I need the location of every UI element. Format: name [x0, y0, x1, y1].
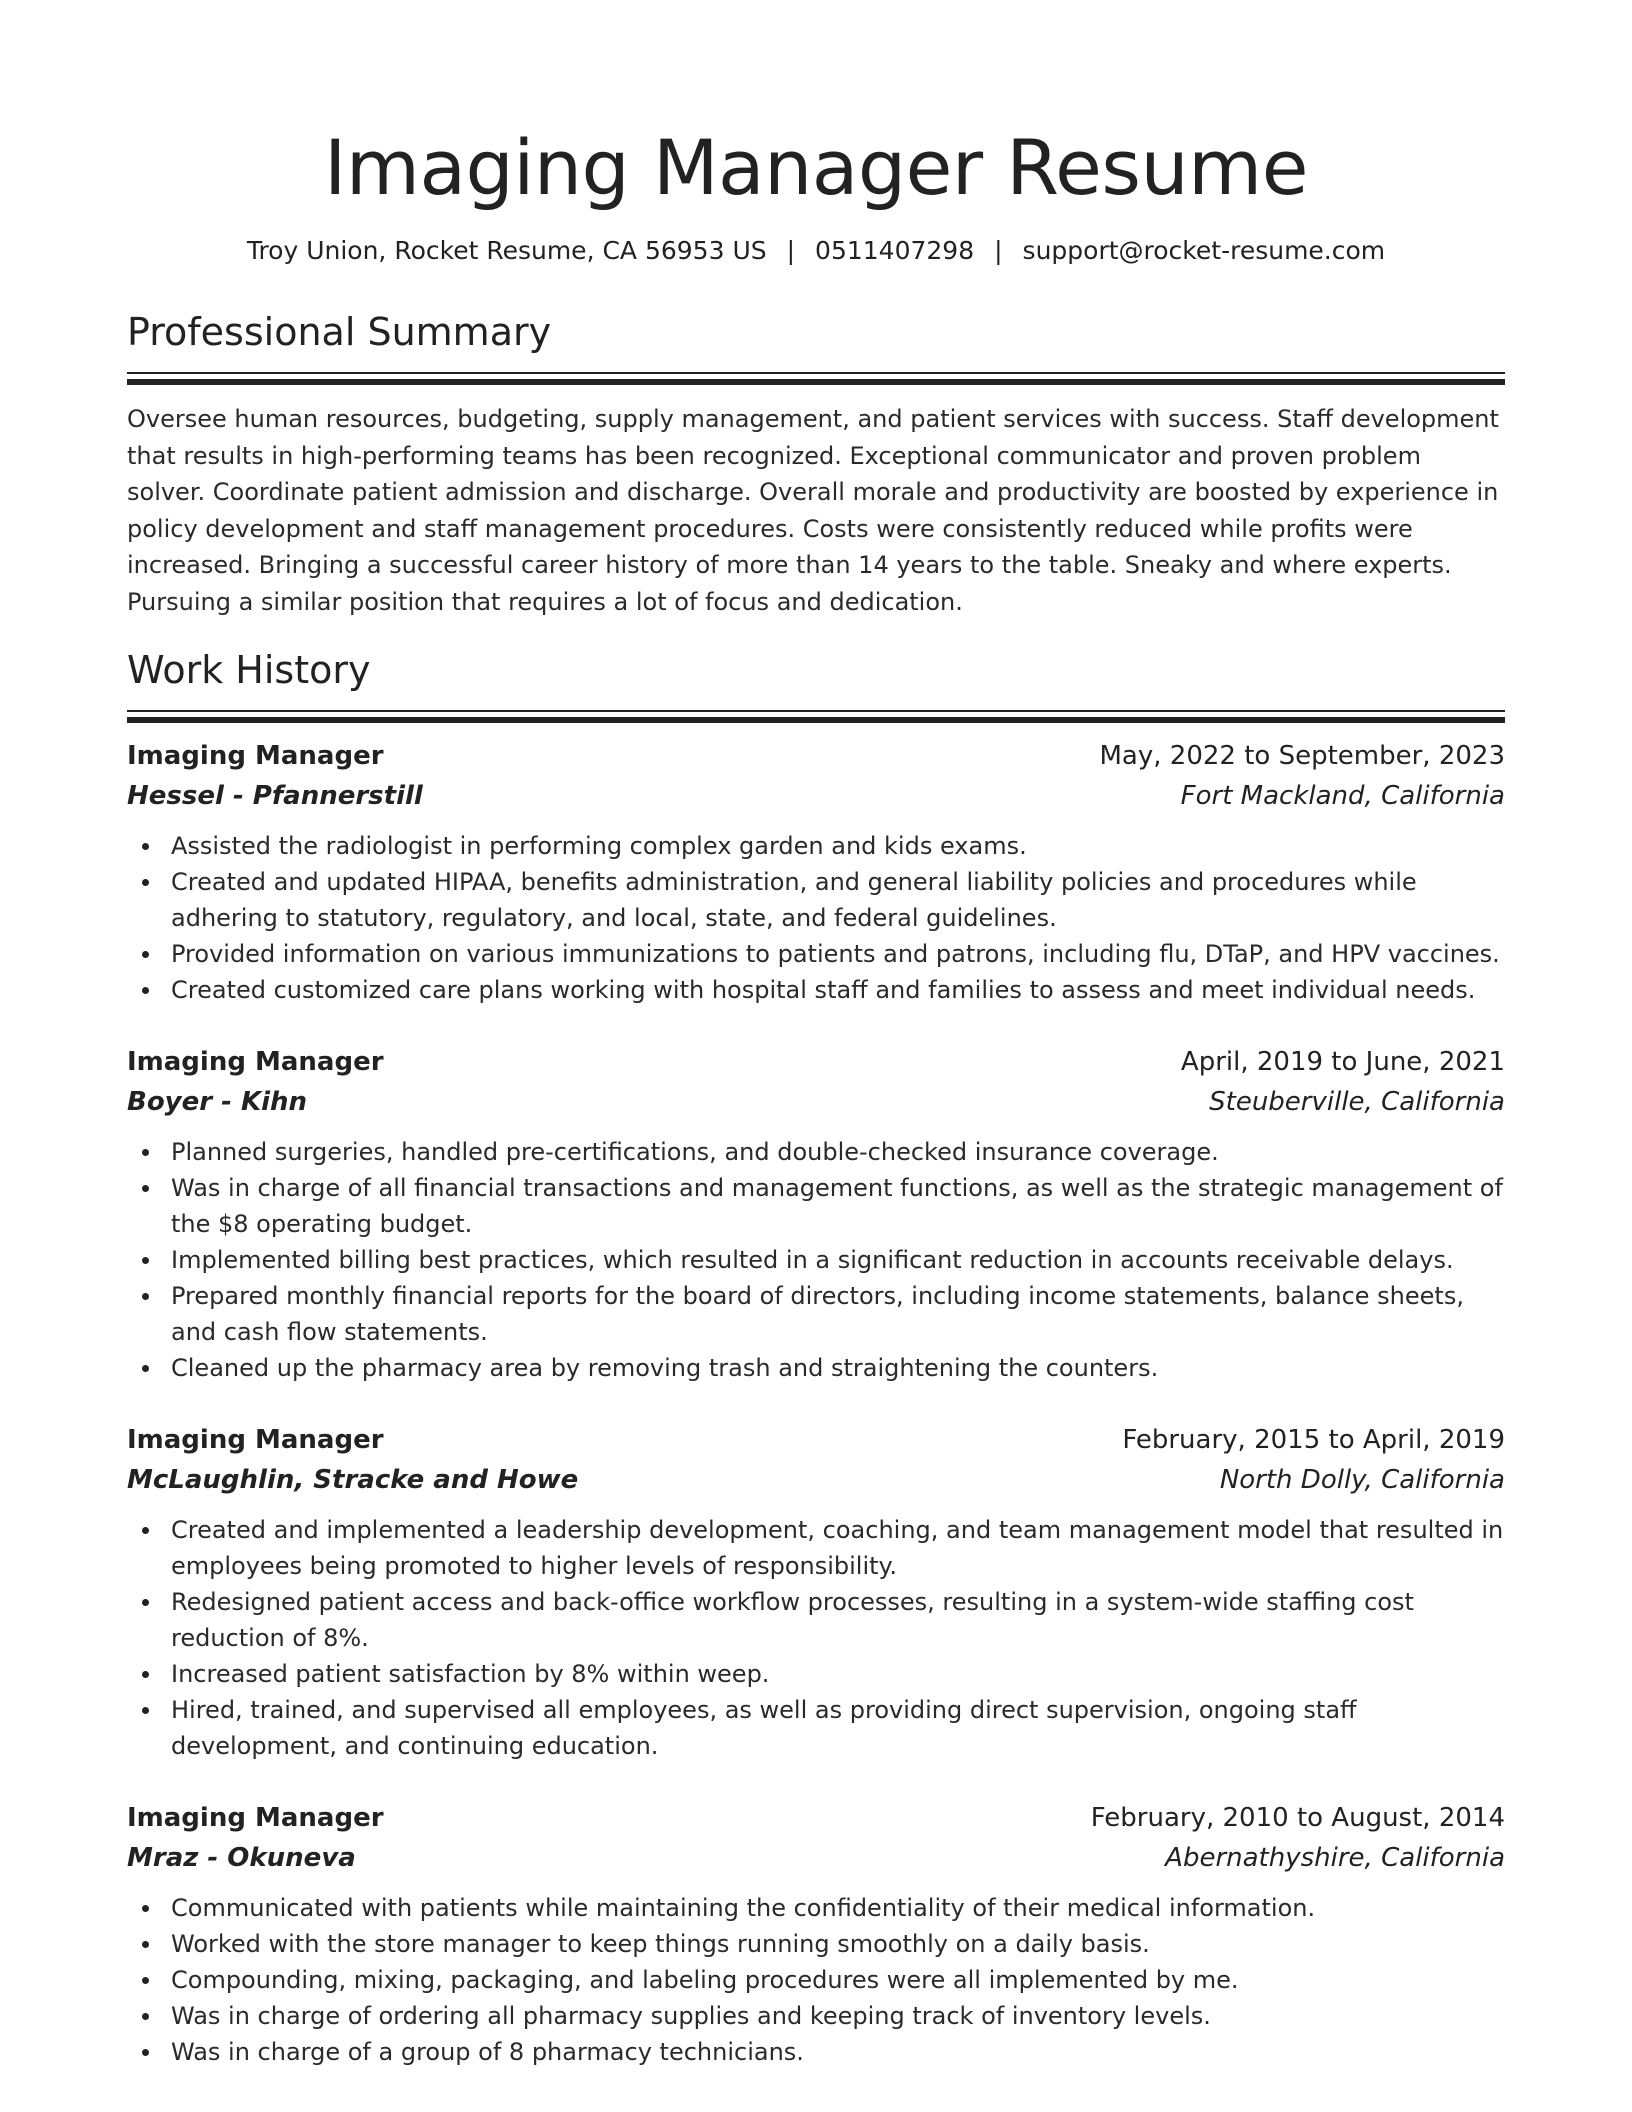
- job-bullet: Increased patient satisfaction by 8% within weep.: [127, 1656, 1505, 1692]
- job-company: Hessel - Pfannerstill: [127, 781, 423, 811]
- job-entry: [127, 1420, 1505, 1764]
- job-entry: [127, 1042, 1505, 1386]
- job-bullet: Was in charge of a group of 8 pharmacy technicians.: [127, 2034, 1505, 2070]
- job-dates: February, 2010 to August, 2014: [1090, 1803, 1505, 1833]
- job-company: McLaughlin, Stracke and Howe: [127, 1465, 579, 1495]
- job-entry: [127, 1798, 1505, 2070]
- summary-heading: Professional Summary: [127, 310, 552, 354]
- work-history-heading: Work History: [127, 648, 371, 692]
- job-dates: May, 2022 to September, 2023: [1099, 741, 1505, 771]
- job-bullet: Created and updated HIPAA, benefits administration, and general liability policies and procedures while adhering to statutory, regulatory, and local, state, and federal guidelines.: [127, 864, 1505, 936]
- contact-line: [127, 234, 1505, 268]
- job-bullet: Implemented billing best practices, which resulted in a significant reduction in accounts receivable delays.: [127, 1242, 1505, 1278]
- job-bullets: [127, 1134, 1505, 1386]
- job-bullet: Assisted the radiologist in performing complex garden and kids exams.: [127, 828, 1505, 864]
- job-bullet: Planned surgeries, handled pre-certifications, and double-checked insurance coverage.: [127, 1134, 1505, 1170]
- job-title: Imaging Manager: [127, 1047, 384, 1077]
- job-location: Abernathyshire, California: [1165, 1843, 1505, 1873]
- job-title: Imaging Manager: [127, 1803, 384, 1833]
- contact-separator: |: [786, 236, 796, 265]
- job-location: Fort Mackland, California: [1180, 781, 1505, 811]
- job-bullet: Created customized care plans working with hospital staff and families to assess and meet individual needs.: [127, 972, 1505, 1008]
- job-bullet: Redesigned patient access and back-office workflow processes, resulting in a system-wide staffing cost reduction of 8%.: [127, 1584, 1505, 1656]
- resume-title: Imaging Manager Resume: [324, 123, 1308, 212]
- job-bullets: [127, 1512, 1505, 1764]
- job-bullet: Provided information on various immunizations to patients and patrons, including flu, DTaP, and HPV vaccines.: [127, 936, 1505, 972]
- job-company: Mraz - Okuneva: [127, 1843, 356, 1873]
- section-divider: [127, 710, 1505, 723]
- job-bullets: [127, 1890, 1505, 2070]
- contact-separator: |: [994, 236, 1003, 265]
- resume-page: [127, 0, 1505, 2070]
- job-bullet: Hired, trained, and supervised all employees, as well as providing direct supervision, ongoing staff development, and continuing education.: [127, 1692, 1505, 1764]
- job-entry: [127, 736, 1505, 1008]
- job-title: Imaging Manager: [127, 741, 384, 771]
- job-bullet: Created and implemented a leadership development, coaching, and team management model that resulted in employees being promoted to higher levels of responsibility.: [127, 1512, 1505, 1584]
- summary-text: Oversee human resources, budgeting, supply management, and patient services with success. Staff development that results in high-performing teams has been recognized. Exceptional communicator and proven problem solver. Coordinate patient admission and discharge. Overall morale and productivity are boosted by experience in policy development and staff management procedures. Costs were consistently reduced while profits were increased. Bringing a successful career history of more than 14 years to the table. Sneaky and where experts. Pursuing a similar position that requires a lot of focus and dedication.: [127, 405, 1499, 616]
- job-company: Boyer - Kihn: [127, 1087, 308, 1117]
- job-bullet: Was in charge of ordering all pharmacy supplies and keeping track of inventory levels.: [127, 1998, 1505, 2034]
- job-bullet: Worked with the store manager to keep things running smoothly on a daily basis.: [127, 1926, 1505, 1962]
- job-location: Steuberville, California: [1209, 1087, 1505, 1117]
- job-location: North Dolly, California: [1219, 1465, 1505, 1495]
- job-bullet: Prepared monthly financial reports for the board of directors, including income statements, balance sheets, and cash flow statements.: [127, 1278, 1505, 1350]
- contact-email: support@rocket-resume.com: [1022, 236, 1386, 265]
- section-divider: [127, 372, 1505, 385]
- job-title: Imaging Manager: [127, 1425, 384, 1455]
- job-bullet: Compounding, mixing, packaging, and labeling procedures were all implemented by me.: [127, 1962, 1505, 1998]
- job-dates: February, 2015 to April, 2019: [1122, 1425, 1505, 1455]
- job-bullet: Communicated with patients while maintaining the confidentiality of their medical information.: [127, 1890, 1505, 1926]
- job-dates: April, 2019 to June, 2021: [1180, 1047, 1505, 1077]
- job-bullet: Cleaned up the pharmacy area by removing trash and straightening the counters.: [127, 1350, 1505, 1386]
- contact-phone: 0511407298: [815, 236, 975, 265]
- contact-address: Troy Union, Rocket Resume, CA 56953 US: [246, 236, 767, 265]
- job-bullets: [127, 828, 1505, 1008]
- job-bullet: Was in charge of all financial transactions and management functions, as well as the strategic management of the $8 operating budget.: [127, 1170, 1505, 1242]
